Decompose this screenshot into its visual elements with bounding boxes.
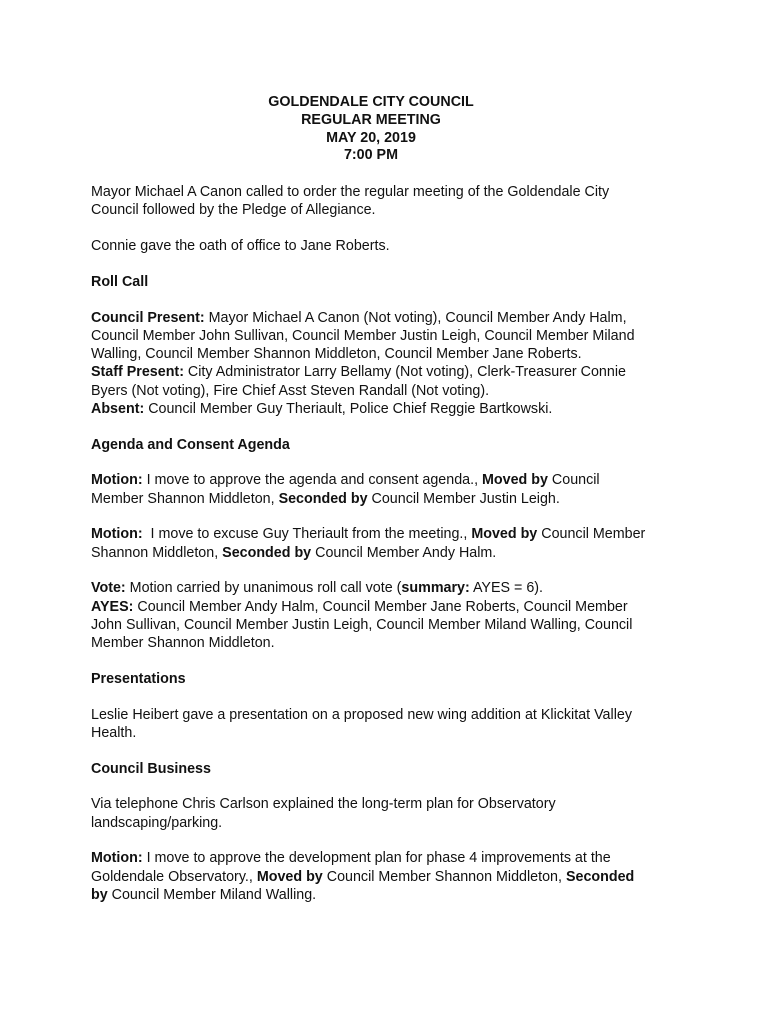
council-business-paragraph [91, 795, 691, 831]
motion-line [91, 849, 691, 867]
seconded-by-text: Council Member Miland Walling. [107, 886, 317, 903]
motion-text: I move to approve the agenda and consent agenda., [142, 472, 483, 489]
motion-line [91, 525, 691, 543]
header-meeting-type: REGULAR MEETING [301, 111, 441, 128]
presentations-heading: Presentations [91, 670, 186, 687]
motion-line [91, 490, 691, 508]
vote-paragraph [91, 579, 691, 652]
agenda-heading: Agenda and Consent Agenda [91, 436, 290, 453]
by-label: by [91, 886, 108, 903]
vote-text: Motion carried by unanimous roll call vote ( [125, 580, 402, 597]
council-present-line: Council Member John Sullivan, Council Member Justin Leigh, Council Member Miland [91, 327, 635, 344]
moved-by-label: Moved by [256, 868, 323, 885]
absent-label: Absent: [91, 400, 145, 417]
seconded-by-text: Council Member Andy Halm. [311, 544, 497, 561]
motion-approve-agenda [91, 471, 691, 507]
moved-by-text: Shannon Middleton, [91, 544, 223, 561]
intro-line: Council followed by the Pledge of Allegiance. [91, 202, 376, 219]
council-present-line: Walling, Council Member Shannon Middleton, Council Member Jane Roberts. [91, 346, 582, 363]
staff-present-text: City Administrator Larry Bellamy (Not voting), Clerk-Treasurer Connie [183, 364, 626, 381]
motion-development-plan [91, 849, 691, 904]
header-time: 7:00 PM [343, 147, 399, 164]
staff-present-label: Staff Present: [91, 364, 184, 381]
absent-text: Council Member Guy Theriault, Police Chief Reggie Bartkowski. [144, 400, 553, 417]
motion-line [91, 886, 691, 904]
intro-line: Mayor Michael A Canon called to order the regular meeting of the Goldendale City [91, 184, 610, 201]
staff-present-line: Byers (Not voting), Fire Chief Asst Steven Randall (Not voting). [91, 382, 490, 399]
moved-by-text: Member Shannon Middleton, [91, 490, 279, 507]
motion-line [91, 471, 691, 489]
motion-label: Motion: [91, 850, 143, 867]
council-business-heading: Council Business [91, 760, 211, 777]
motion-label: Motion: [91, 472, 143, 489]
seconded-by-label: Seconded by [278, 490, 368, 507]
motion-text: I move to approve the development plan for phase 4 improvements at the [142, 850, 611, 867]
moved-by-text: Council Member [537, 526, 646, 543]
motion-excuse-member [91, 525, 691, 561]
ayes-line: John Sullivan, Council Member Justin Leigh, Council Member Miland Walling, Council [91, 616, 633, 633]
presentations-line: Leslie Heibert gave a presentation on a proposed new wing addition at Klickitat Valley [91, 706, 632, 723]
summary-text: AYES = 6). [469, 580, 544, 597]
minutes-body [91, 94, 691, 922]
vote-label: Vote: [91, 580, 126, 597]
council-present-label: Council Present: [91, 309, 205, 326]
staff-present-line [91, 363, 691, 381]
moved-by-label: Moved by [471, 526, 538, 543]
motion-label: Motion: [91, 526, 143, 543]
ayes-text: Council Member Andy Halm, Council Member Jane Roberts, Council Member [133, 598, 628, 615]
council-business-line: landscaping/parking. [91, 814, 223, 831]
roll-call-heading: Roll Call [91, 273, 149, 290]
roll-call-paragraph [91, 309, 691, 418]
presentations-line: Health. [91, 724, 137, 741]
ayes-line [91, 598, 691, 616]
header-council-name: GOLDENDALE CITY COUNCIL [268, 94, 474, 110]
absent-line [91, 400, 691, 418]
council-present-line [91, 309, 691, 327]
motion-text: I move to excuse Guy Theriault from the meeting., [142, 526, 472, 543]
vote-line [91, 579, 691, 597]
summary-label: summary: [401, 580, 470, 597]
oath-paragraph: Connie gave the oath of office to Jane Roberts. [91, 238, 390, 255]
presentations-paragraph [91, 706, 691, 742]
moved-by-text: Council Member Shannon Middleton, [322, 868, 566, 885]
council-business-line: Via telephone Chris Carlson explained the long-term plan for Observatory [91, 796, 556, 813]
seconded-by-label: Seconded by [222, 544, 312, 561]
document-header [91, 94, 651, 165]
moved-by-text: Council [547, 472, 600, 489]
motion-line [91, 868, 691, 886]
header-date: MAY 20, 2019 [326, 129, 416, 146]
motion-line [91, 544, 691, 562]
intro-paragraph [91, 183, 691, 219]
council-present-text: Mayor Michael A Canon (Not voting), Council Member Andy Halm, [204, 309, 627, 326]
moved-by-label: Moved by [482, 472, 548, 489]
seconded-label: Seconded [565, 868, 635, 885]
ayes-label: AYES: [91, 598, 134, 615]
ayes-line: Member Shannon Middleton. [91, 635, 275, 651]
motion-text: Goldendale Observatory., [91, 868, 257, 885]
seconded-by-text: Council Member Justin Leigh. [367, 490, 560, 507]
